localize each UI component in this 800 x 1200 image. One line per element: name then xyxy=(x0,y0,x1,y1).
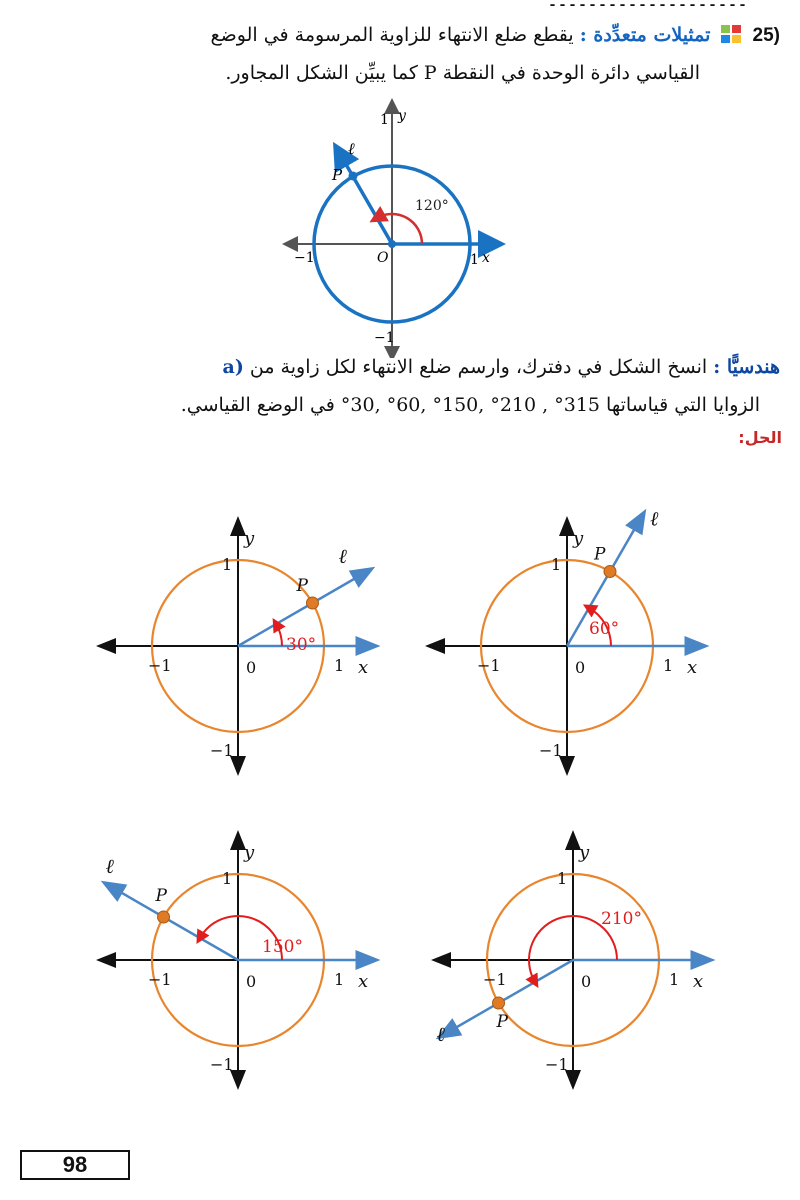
graph-4-tick-neg-x: −1 xyxy=(483,970,507,989)
main-y-label: y xyxy=(398,108,406,124)
graph-4-terminal-ray xyxy=(447,960,573,1033)
graph-2-origin-label: 0 xyxy=(575,658,586,677)
main-x-label: x xyxy=(482,250,490,266)
part-a-text-2: الزوايا التي قياساتها 315° , 210° ,150° ,60° ,30° في الوضع القياسي. xyxy=(180,394,760,416)
graph-4-origin-label: 0 xyxy=(581,972,592,991)
graph-4-tick-pos-x: 1 xyxy=(669,970,680,989)
top-dashed-rule: -------------------- xyxy=(548,0,749,14)
graph-3-point-label: P xyxy=(155,886,167,906)
part-a-title: هندسيًّا : xyxy=(713,356,780,378)
page-number: 98 xyxy=(20,1150,130,1180)
topic-title: تمثيلات متعدِّدة : xyxy=(579,24,711,46)
part-a-text-1: انسخ الشكل في دفترك، وارسم ضلع الانتهاء لكل زاوية من xyxy=(249,356,708,378)
graph-3-tick-pos-x: 1 xyxy=(334,970,345,989)
graph-1-point-label: P xyxy=(296,576,308,596)
main-tick-neg-x: −1 xyxy=(294,250,315,266)
graph-3-ray-label: ℓ xyxy=(105,854,114,878)
graph-4-x-label: x xyxy=(693,971,704,992)
graph-1-tick-pos-x: 1 xyxy=(334,656,345,675)
graph-2-tick-neg-y: −1 xyxy=(539,741,563,760)
graph-3-y-label: y xyxy=(244,842,255,863)
graph-1-y-label: y xyxy=(244,528,255,549)
question-text-2: القياسي دائرة الوحدة في النقطة P كما يبيِّن الشكل المجاور. xyxy=(225,62,700,84)
graph-2-ray-label: ℓ xyxy=(650,506,659,531)
graph-2-y-label: y xyxy=(573,528,584,549)
graph-2-point-p xyxy=(604,566,616,578)
graph-3-point-p xyxy=(158,911,170,923)
graph-1-tick-neg-x: −1 xyxy=(148,656,172,675)
question-text-1: يقطع ضلع الانتهاء للزاوية المرسومة في الوضع xyxy=(210,24,574,46)
graph-3-origin-label: 0 xyxy=(246,972,257,991)
part-a-line-1 xyxy=(80,356,780,386)
main-tick-pos-x: 1 xyxy=(470,252,479,268)
solution-graphs xyxy=(0,440,800,1140)
graph-4-angle-label: 210° xyxy=(601,909,642,929)
graph-3-tick-pos-y: 1 xyxy=(222,869,233,888)
graph-4-y-label: y xyxy=(579,842,590,863)
question-number: (25 xyxy=(752,25,780,46)
main-tick-pos-y: 1 xyxy=(380,112,389,128)
graph-2-point-label: P xyxy=(594,544,606,565)
graph-3-tick-neg-x: −1 xyxy=(148,970,172,989)
graph-2-angle-label: 60° xyxy=(589,619,620,639)
graph-1-angle-arc xyxy=(276,624,282,646)
part-a-label: a) xyxy=(222,356,244,378)
main-point-p xyxy=(349,172,358,181)
graph-1-origin-label: 0 xyxy=(246,658,257,677)
main-ray-label: ℓ xyxy=(348,139,355,158)
graph-1-tick-neg-y: −1 xyxy=(210,741,234,760)
graph-2-tick-pos-x: 1 xyxy=(663,656,674,675)
solution-label: الحل: xyxy=(738,428,782,447)
graph-3-tick-neg-y: −1 xyxy=(210,1055,234,1074)
main-unit-circle-figure xyxy=(270,98,520,358)
graph-4-point-label: P xyxy=(496,1012,508,1032)
main-origin-dot xyxy=(388,240,396,248)
graph-4-tick-pos-y: 1 xyxy=(557,869,568,888)
graph-1-ray-label: ℓ xyxy=(338,544,347,568)
graph-1-angle-label: 30° xyxy=(286,635,317,655)
main-point-label: P xyxy=(332,166,343,184)
graph-3-angle-label: 150° xyxy=(262,937,303,957)
main-tick-neg-y: −1 xyxy=(374,330,395,346)
main-angle-label: 120° xyxy=(415,198,449,214)
graph-2-tick-pos-y: 1 xyxy=(551,555,562,574)
graph-4-ray-label: ℓ xyxy=(436,1022,445,1046)
graph-3-terminal-ray xyxy=(112,887,238,960)
question-line-1 xyxy=(80,24,780,54)
graph-2-x-label: x xyxy=(687,657,698,678)
topic-icon xyxy=(720,24,742,44)
graph-1-point-p xyxy=(306,597,318,609)
graph-4-tick-neg-y: −1 xyxy=(545,1055,569,1074)
graph-2-tick-neg-x: −1 xyxy=(477,656,501,675)
graph-3-x-label: x xyxy=(358,971,369,992)
main-origin-label: O xyxy=(377,250,389,266)
graph-1-tick-pos-y: 1 xyxy=(222,555,233,574)
graph-4-point-p xyxy=(493,997,505,1009)
graph-1-x-label: x xyxy=(358,657,369,678)
